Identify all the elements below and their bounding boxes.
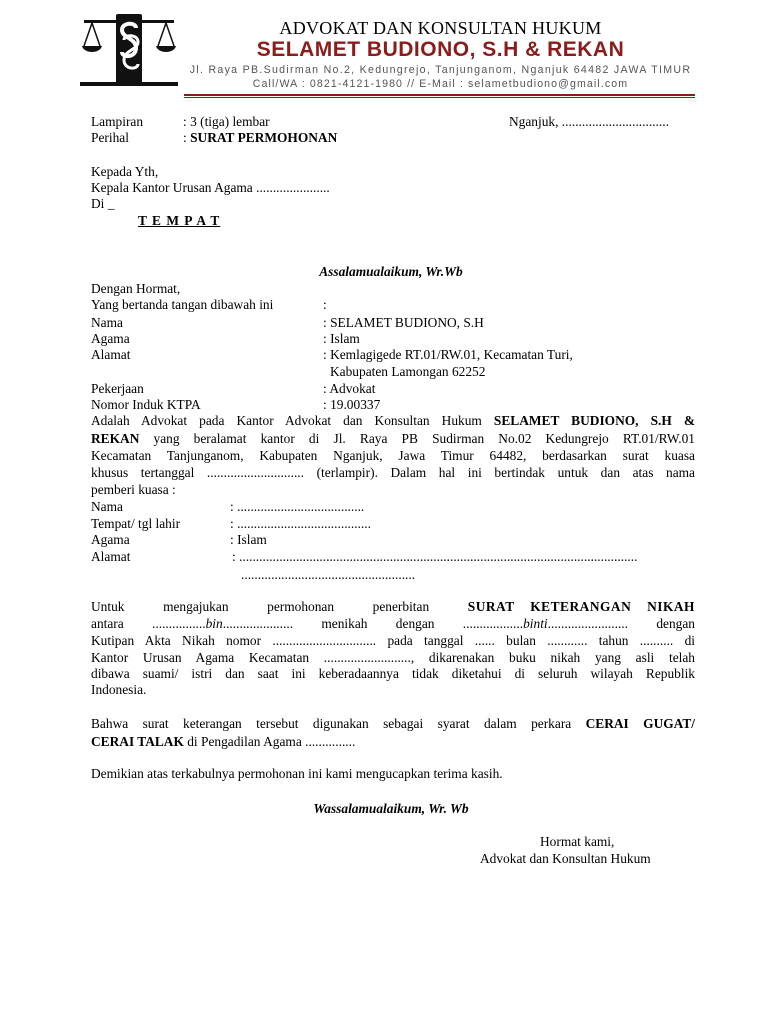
principal-label-ttl: Tempat/ tgl lahir [91,516,181,531]
header-rule-thin [184,97,695,98]
firm-name: SELAMET BUDIONO, S.H & REKAN [256,38,625,61]
firm-contact: Call/WA : 0821-4121-1980 // E-Mail : selametbudiono@gmail.com [252,78,629,90]
principal-label-agama: Agama [91,532,130,547]
para3-cerai-talak: CERAI TALAK [91,734,184,749]
para2-bold-title: SURAT KETERANGAN NIKAH [467,599,695,614]
para2-word: Untuk [91,599,125,614]
firm-line: ADVOKAT DAN KONSULTAN HUKUM [279,18,602,38]
para1-line-1 [91,413,695,429]
opening-line-2: Yang bertanda tangan dibawah ini [91,297,274,312]
para3-line-1 [91,716,695,732]
signer-value-alamat-2: Kabupaten Lamongan 62252 [330,364,486,379]
para2-word: mengajukan [163,599,229,614]
principal-value-agama: : Islam [230,532,267,547]
para1-line-2 [91,431,695,447]
para2-l2-c: ........................ dengan [547,616,695,631]
recipient-line-3: Di _ [91,196,115,211]
signer-value-alamat: : Kemlagigede RT.01/RW.01, Kecamatan Turi, [323,347,573,362]
para2-line-4: Kantor Urusan Agama Kecamatan .........................., dikarenakan buku nikah yang asli telah [91,650,695,665]
para3-cerai-gugat: CERAI GUGAT/ [585,716,695,731]
recipient-line-2: Kepala Kantor Urusan Agama ...................... [91,180,330,195]
para2-l2-b: ..................... menikah dengan .................. [222,616,524,631]
signer-label-alamat: Alamat [91,347,131,362]
opening-line-1: Dengan Hormat, [91,281,181,296]
closing-salutation: Wassalamualaikum, Wr. Wb [313,801,469,816]
perihal-value: SURAT PERMOHONAN [190,130,338,145]
header-rule [184,94,695,96]
para2-line-3: Kutipan Akta Nikah nomor ............................... pada tanggal ...... bulan ............ tahun .......... di [91,633,695,648]
signature-line-2: Advokat dan Konsultan Hukum [480,851,651,866]
lampiran-label: Lampiran [91,114,144,129]
signer-value-agama: : Islam [323,331,360,346]
para2-word: penerbitan [372,599,430,614]
perihal-colon: : [183,130,191,145]
signer-label-agama: Agama [91,331,130,346]
principal-label-alamat: Alamat [91,549,131,564]
principal-value-ttl: : ........................................ [230,516,371,531]
para2-line-6: Indonesia. [91,682,147,697]
signature-line-1: Hormat kami, [540,834,615,849]
para2-l2-a: antara ................ [91,616,206,631]
para2-l2-binti: binti [523,616,548,631]
para2-line-1 [91,599,695,615]
para3-l1-text: Bahwa surat keterangan tersebut digunakan sebagai syarat dalam perkara [91,716,586,731]
para2-line-2 [91,616,695,632]
signer-value-ktpa: : 19.00337 [323,397,381,412]
principal-value-nama: : ...................................... [230,499,365,514]
recipient-tempat: T E M P A T [138,213,221,228]
para2-word: permohonan [267,599,335,614]
para1-line-5: pemberi kuasa : [91,482,176,497]
opening-colon: : [323,297,327,312]
para3-line-2 [91,734,355,750]
perihal-label: Perihal [91,130,129,145]
perihal-line [183,130,337,146]
signer-label-ktpa: Nomor Induk KTPA [91,397,201,412]
lampiran-value: : 3 (tiga) lembar [183,114,270,129]
greeting: Assalamualaikum, Wr.Wb [319,264,463,279]
para1-l2-text: yang beralamat kantor di Jl. Raya PB Sudirman No.02 Kedungrejo RT.01/RW.01 [139,431,695,446]
para1-line-3: Kecamatan Tanjunganom, Kabupaten Nganjuk, Jawa Timur 64482, berdasarkan surat kuasa [91,448,695,463]
principal-value-alamat-2: .................................................... [241,567,416,582]
principal-label-nama: Nama [91,499,123,514]
signer-value-nama: : SELAMET BUDIONO, S.H [323,315,484,330]
scales-of-justice-logo [80,12,178,88]
para1-line-4: khusus tertanggal ............................. (terlampir). Dalam hal ini bertindak untuk dan atas nama [91,465,695,480]
para1-l2-firm: REKAN [91,431,140,446]
para1-l1-firm: SELAMET BUDIONO, S.H & [493,413,695,428]
para4: Demikian atas terkabulnya permohonan ini kami mengucapkan terima kasih. [91,766,503,781]
signer-label-nama: Nama [91,315,123,330]
signer-label-pekerjaan: Pekerjaan [91,381,144,396]
principal-value-alamat: : ....................................................................................................................... [232,549,638,564]
firm-address: Jl. Raya PB.Sudirman No.2, Kedungrejo, Tanjunganom, Nganjuk 64482 JAWA TIMUR [189,64,692,76]
para2-l2-bin: bin [205,616,223,631]
para1-l1-text: Adalah Advokat pada Kantor Advokat dan Konsultan Hukum [91,413,494,428]
para2-line-5: dibawa suami/ istri dan saat ini keberadaannya tidak diketahui di seluruh wilayah Republik [91,666,695,681]
signer-value-pekerjaan: : Advokat [323,381,376,396]
para3-l2-text: di Pengadilan Agama ............... [183,734,356,749]
place-date: Nganjuk, ................................ [509,114,669,129]
recipient-line-1: Kepada Yth, [91,164,159,179]
